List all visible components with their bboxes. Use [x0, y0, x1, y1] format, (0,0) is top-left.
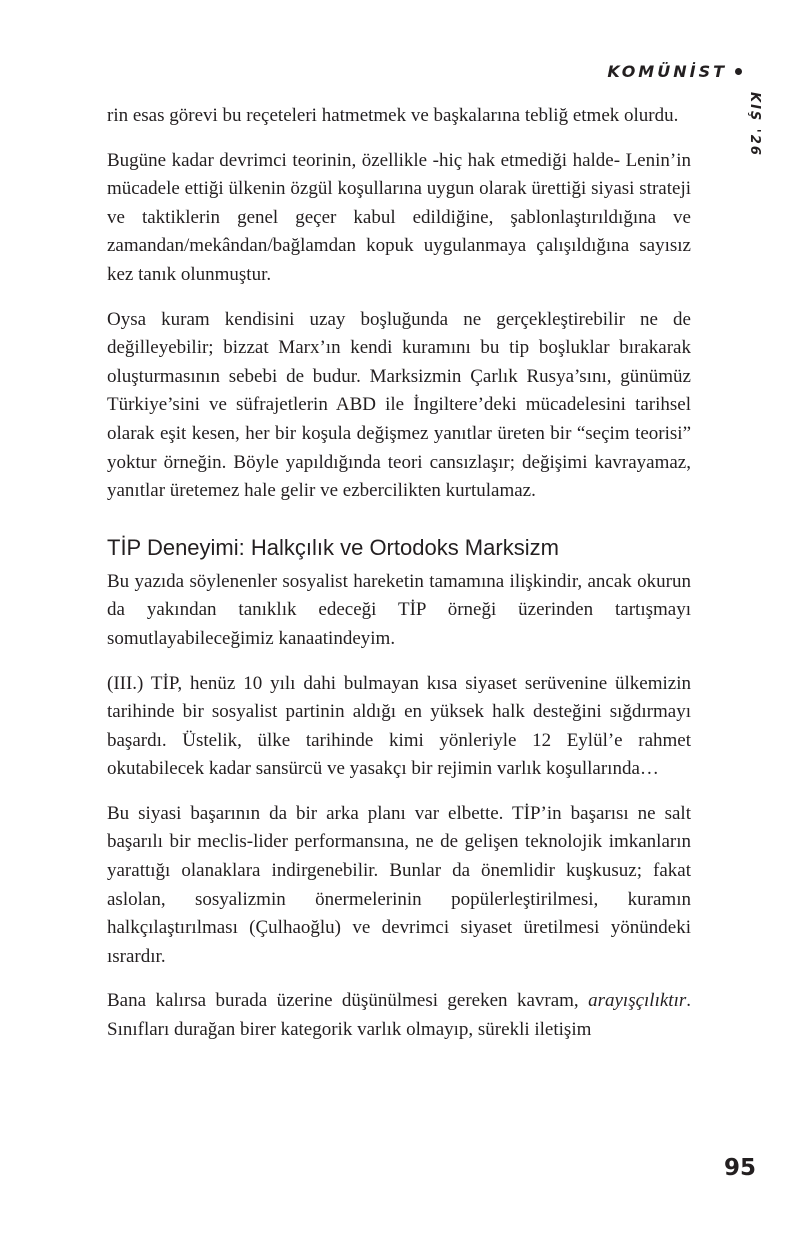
paragraph: Bugüne kadar devrimci teorinin, özellikle -hiç hak etmediği halde- Lenin’in mücadele ettiği ülkenin özgül koşullarına uygun olarak ürettiği siyasi strateji ve taktiklerin genel geçer kabul edildiğine, şablonlaştırıldığına ve zamandan/mekândan/bağlamdan kopuk uygulanmaya çalışıldığına sayısız kez tanık olunmuştur. — [107, 149, 691, 285]
paragraph-text: . Sınıfları durağan birer kategorik varlık olmayıp, sürekli iletişim — [107, 990, 691, 1041]
section-heading: TİP Deneyimi: Halkçılık ve Ortodoks Marksizm — [107, 534, 559, 560]
magazine-title: KOMÜNİST — [607, 62, 727, 81]
running-head — [607, 62, 742, 81]
paragraph-last — [107, 987, 691, 1044]
paragraph: (III.) TİP, henüz 10 yılı dahi bulmayan kısa siyaset serüvenine ülkemizin tarihinde bir sosyalist partinin aldığı en yüksek halk desteğini sığdırmayı başardı. Üstelik, ülke tarihinde kimi yönleriyle 12 Eylül’e rahmet okutabilecek kadar sansürcü ve yasakçı bir rejimin varlık koşullarında… — [107, 672, 691, 780]
paragraph: Bu yazıda söylenenler sosyalist hareketin tamamına ilişkindir, ancak okurun da yakından tanıklık edeceği TİP örneği üzerinden tartışmayı somutlayabileceğimiz kanaatindeyim. — [107, 570, 691, 649]
issue-label: KIŞ '26 — [747, 92, 762, 157]
paragraph-text: Bana kalırsa burada üzerine düşünülmesi gereken kavram, — [107, 990, 589, 1012]
bullet-dot-icon — [735, 68, 742, 75]
paragraph: rin esas görevi bu reçeteleri hatmetmek ve başkalarına tebliğ etmek olurdu. — [107, 105, 679, 126]
article-body — [107, 102, 691, 1061]
emphasis-term: arayışçılıktır — [588, 990, 687, 1012]
paragraph: Oysa kuram kendisini uzay boşluğunda ne gerçekleştirebilir ne de değilleyebilir; bizzat Marx’ın kendi kuramını bu tip boşluklar bırakarak oluşturmasının sebebi de budur. Marksizmin Çarlık Rusya’sını, günümüz Türkiye’sini ve süfrajetlerin ABD ile İngiltere’deki mücadelesini tarihsel olarak eşit kesen, her bir koşula değişmez yanıtlar üreten bir “seçim teorisi” yoktur örneğin. Böyle yapıldığında teori cansızlaşır; değişimi kavrayamaz, yanıtlar üretemez hale gelir ve ezbercilikten kurtulamaz. — [107, 308, 691, 502]
paragraph: Bu siyasi başarının da bir arka planı var elbette. TİP’in başarısı ne salt başarılı bir meclis-lider performansına, ne de gelişen teknolojik imkanların yarattığı olanaklara indirgenebilir. Bunlar da önemlidir kuşkusuz; fakat aslolan, sosyalizmin önermelerinin popülerleştirilmesi, kuramın halkçılaştırılması (Çulhaoğlu) ve devrimci siyaset üretilmesi yönündeki ısrardır. — [107, 802, 691, 967]
page-number: 95 — [723, 1155, 756, 1181]
